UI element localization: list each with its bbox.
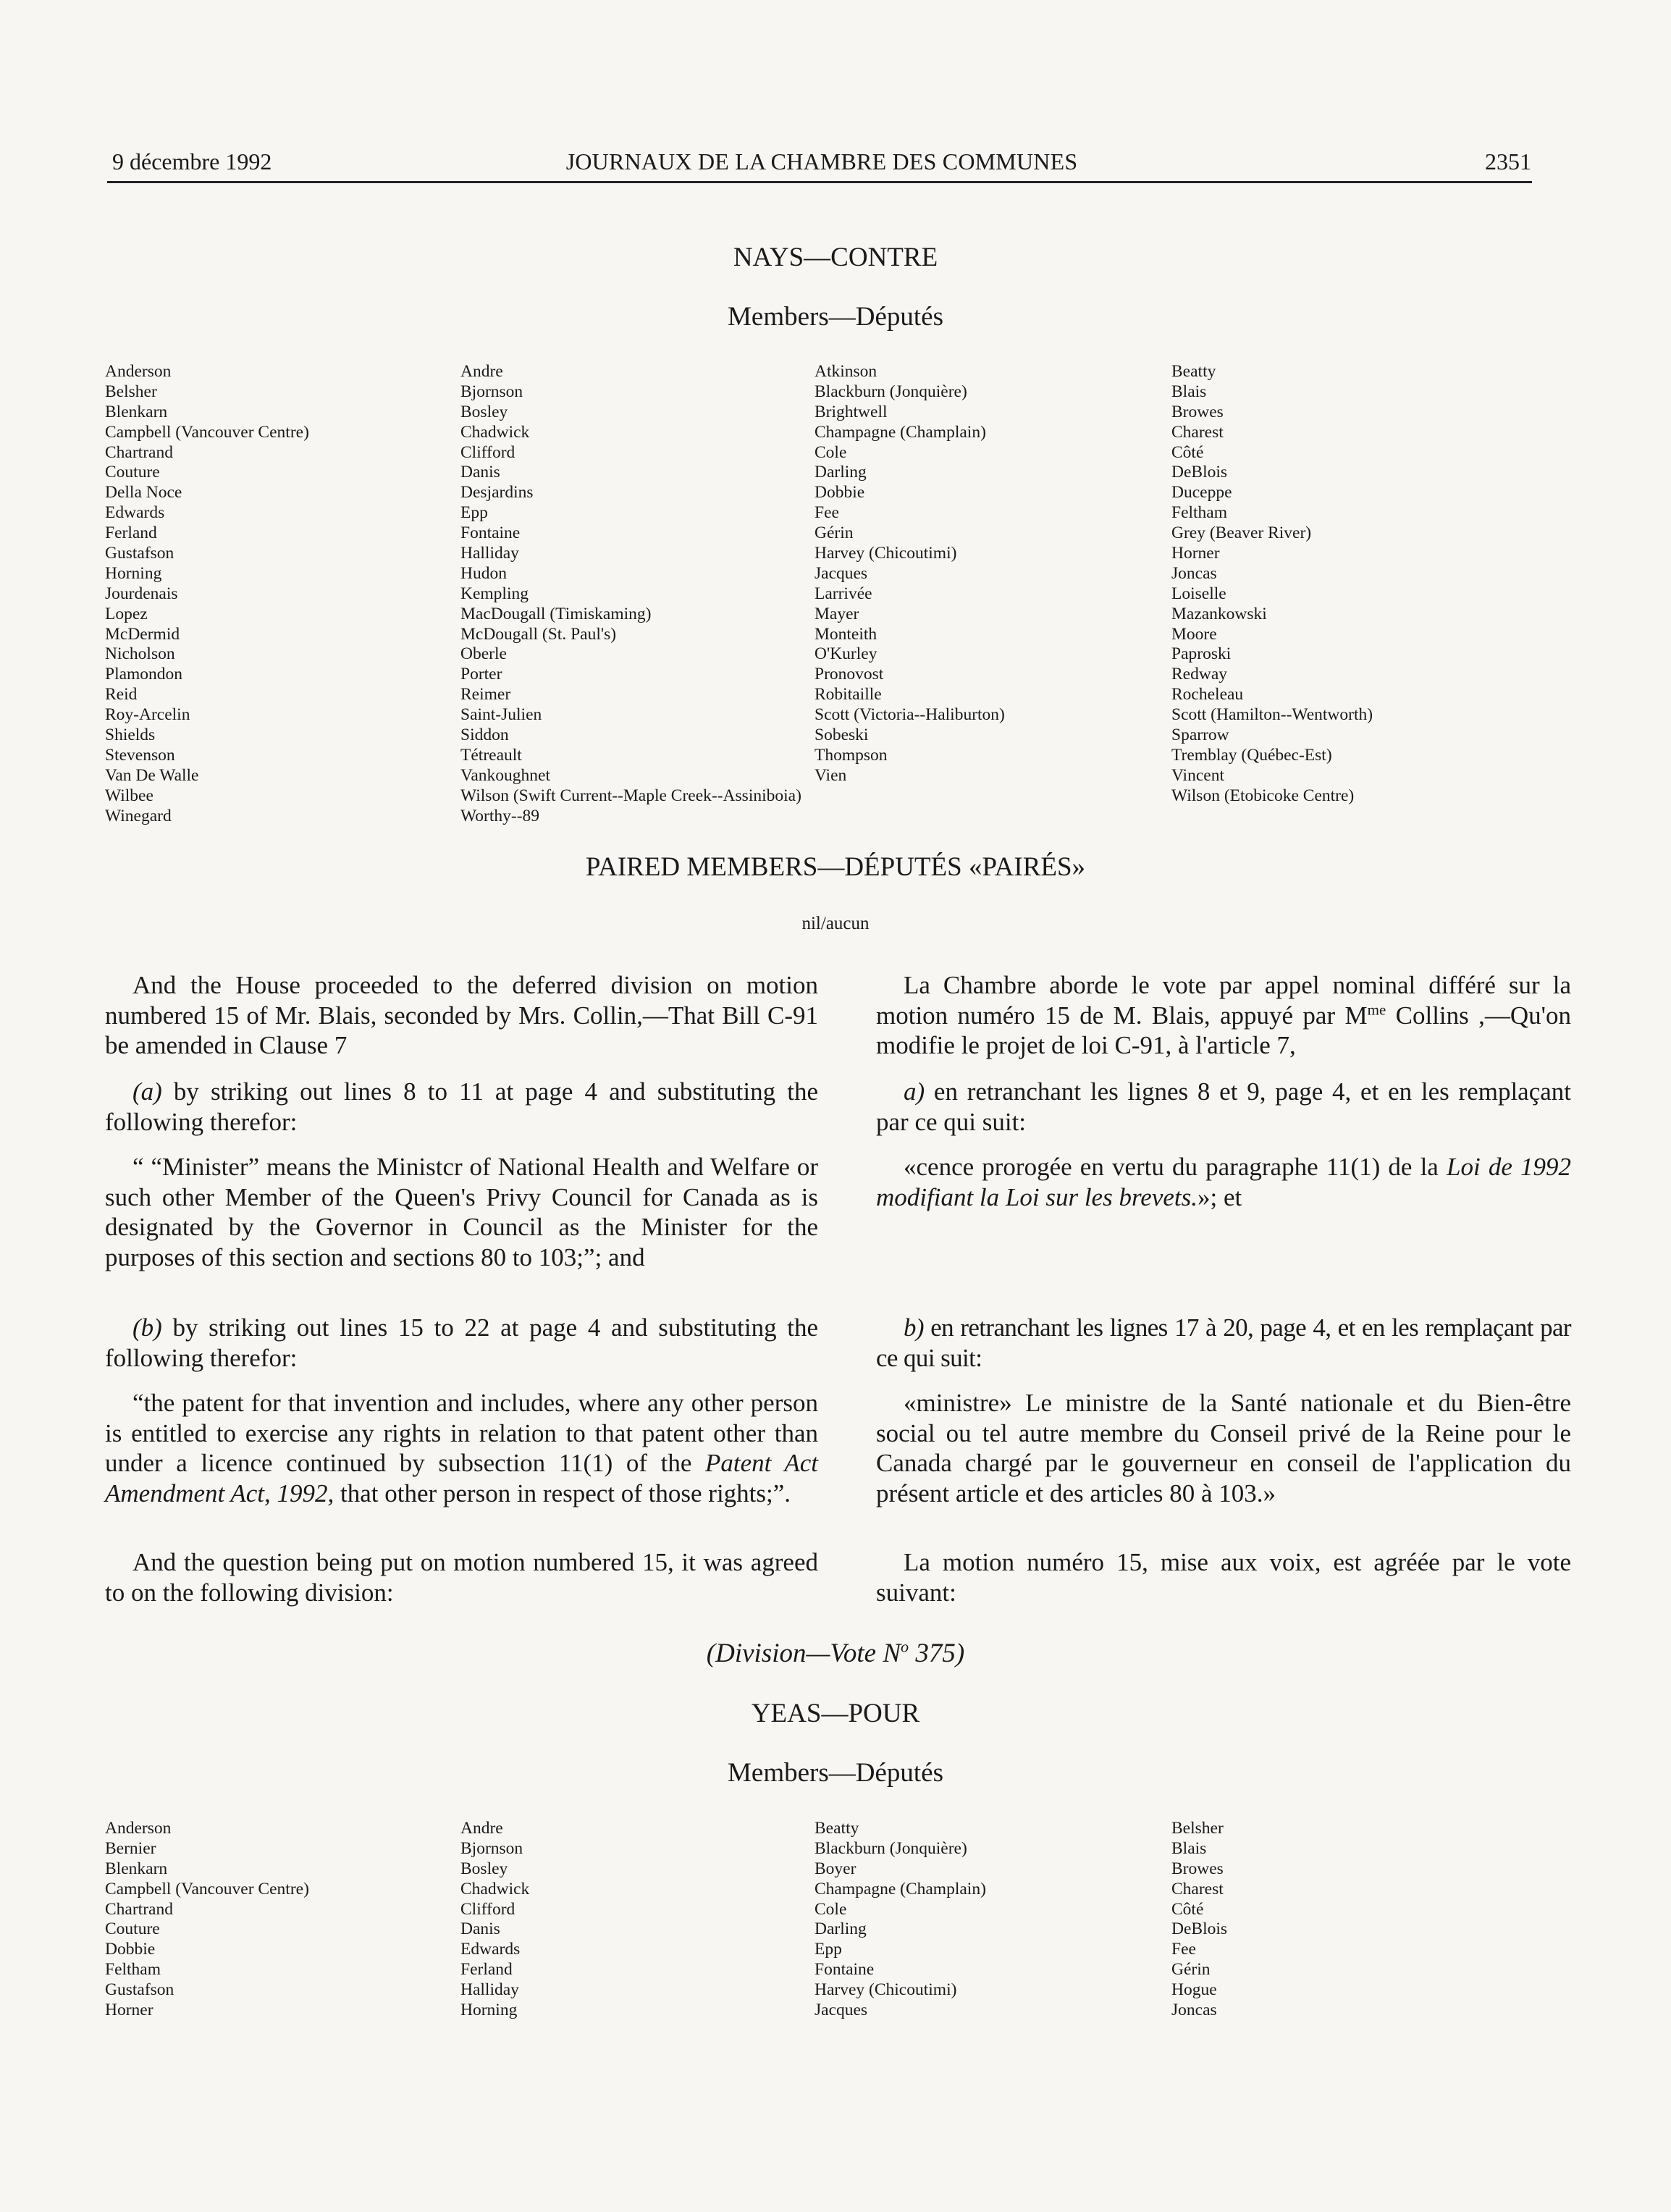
member-name: Blais — [1171, 1838, 1207, 1858]
english-item-b-text: by striking out lines 15 to 22 at page 4 and substituting the following therefor: — [105, 1313, 818, 1372]
member-name: Cole — [815, 442, 847, 462]
french-item-b-label: b) — [904, 1313, 924, 1342]
member-name: Boyer — [815, 1859, 856, 1878]
english-paragraph-3: “ “Minister” means the Ministcr of National Health and Welfare or such other Member of the Queen's Privy Council for Canada as is designated by the Governor in Council as the Minister for the purposes of this section and sections 80 to 103;”; and — [105, 1153, 818, 1271]
member-name: Tétreault — [460, 745, 522, 765]
member-name: Blenkarn — [105, 1859, 168, 1878]
member-name: Worthy--89 — [460, 806, 540, 825]
member-name: Atkinson — [815, 362, 877, 381]
member-name: Halliday — [460, 544, 519, 563]
english-quote-start: “the patent for that invention and includes, where any other person is entitled to exercise any rights in relation to that patent other than under a licence continued by subsection 11(1) of the — [105, 1389, 818, 1477]
member-name: Couture — [105, 1919, 160, 1939]
paired-heading: PAIRED MEMBERS—DÉPUTÉS «PAIRÉS» — [585, 852, 1086, 882]
header-rule — [107, 181, 1532, 183]
member-name: Sobeski — [815, 726, 869, 745]
division-text: (Division—Vote N — [706, 1639, 901, 1668]
member-name: Mayer — [815, 604, 859, 623]
french-act-title: Loi de 1992 modifiant la Loi sur les brevets. — [876, 1153, 1571, 1211]
page-header — [112, 148, 1531, 185]
member-name: Winegard — [105, 806, 172, 825]
member-name: Joncas — [1171, 2001, 1217, 2020]
french-paragraph-6: La motion numéro 15, mise aux voix, est agréée par le vote suivant: — [876, 1548, 1571, 1607]
french-paragraph-4 — [876, 1313, 1571, 1373]
member-name: Duceppe — [1171, 483, 1232, 502]
paired-value: nil/aucun — [801, 914, 870, 933]
member-name: Charest — [1171, 1879, 1224, 1898]
english-item-b-label: (b) — [132, 1313, 162, 1342]
member-name: Halliday — [460, 1980, 519, 2000]
french-title-sup: me — [1367, 1000, 1386, 1018]
member-name: Reid — [105, 685, 138, 705]
english-quote-end: that other person in respect of those rights;”. — [334, 1479, 791, 1507]
member-name: Horner — [1171, 544, 1220, 563]
nays-subheading: Members—Députés — [728, 302, 943, 332]
member-name: Van De Walle — [105, 765, 199, 785]
french-intro-text: La Chambre aborde le vote par appel nominal différé sur la motion numéro 15 de M. Blais, appuyé par M — [876, 971, 1571, 1030]
member-name: Lopez — [105, 604, 148, 623]
member-name: Saint-Julien — [460, 705, 542, 725]
english-item-a-text: by striking out lines 8 to 11 at page 4 and substituting the following therefor: — [105, 1077, 818, 1136]
member-name: Scott (Hamilton--Wentworth) — [1171, 705, 1373, 725]
french-intro-end: Collins ,—Qu'on modifie le projet de loi C-91, à l'article 7, — [876, 1001, 1571, 1059]
member-name: Beatty — [815, 1819, 859, 1838]
french-item-a-text: en retranchant les lignes 8 et 9, page 4, et en les remplaçant par ce qui suit: — [876, 1077, 1571, 1136]
member-name: Chartrand — [105, 442, 173, 462]
member-name: Tremblay (Québec-Est) — [1171, 745, 1332, 765]
member-name: Edwards — [105, 503, 165, 523]
member-name: Feltham — [105, 1960, 161, 1980]
member-name: Chadwick — [460, 422, 530, 442]
french-paragraph-3 — [876, 1152, 1571, 1212]
member-name: Plamondon — [105, 665, 183, 684]
member-name: Gustafson — [105, 1980, 174, 2000]
member-name: Bjornson — [460, 382, 523, 401]
member-name: Horning — [460, 2001, 518, 2020]
member-name: Clifford — [460, 442, 515, 462]
member-name: Siddon — [460, 726, 509, 745]
member-name: Pronovost — [815, 665, 884, 684]
division-number: 375) — [909, 1639, 965, 1668]
french-item-a-label: a) — [904, 1077, 925, 1106]
member-name: Bosley — [460, 1859, 508, 1878]
member-name: Beatty — [1171, 362, 1216, 381]
division-label — [0, 1638, 1671, 1669]
nays-column-1 — [105, 362, 309, 826]
nays-column-2 — [460, 362, 801, 826]
member-name: Bosley — [460, 402, 508, 421]
member-name: Harvey (Chicoutimi) — [815, 1980, 957, 2000]
member-name: Epp — [815, 1940, 842, 1959]
english-act-title: Patent Act Amendment Act, 1992, — [105, 1449, 818, 1507]
header-date: 9 décembre 1992 — [112, 148, 272, 174]
member-name: Edwards — [460, 1940, 521, 1959]
member-name: Chartrand — [105, 1899, 173, 1919]
member-name: Dobbie — [815, 483, 865, 502]
yeas-column-3 — [815, 1819, 986, 2021]
member-name: Wilson (Etobicoke Centre) — [1171, 786, 1355, 805]
member-name: Epp — [460, 503, 488, 523]
member-name: Couture — [105, 463, 160, 482]
member-name: Cole — [815, 1899, 847, 1919]
member-name: Wilson (Swift Current--Maple Creek--Assiniboia) — [460, 786, 801, 805]
division-sup: o — [901, 1637, 909, 1656]
member-name: Blais — [1171, 382, 1207, 401]
member-name: Brightwell — [815, 402, 888, 421]
page-number: 2351 — [1485, 148, 1531, 174]
member-name: Paproski — [1171, 644, 1232, 664]
yeas-heading: YEAS—POUR — [751, 1699, 920, 1728]
english-paragraph-4 — [105, 1313, 818, 1373]
member-name: DeBlois — [1171, 463, 1228, 482]
member-name: Larrivée — [815, 584, 872, 603]
member-name: Thompson — [815, 745, 888, 765]
member-name: MacDougall (Timiskaming) — [460, 604, 652, 623]
member-name: Fontaine — [815, 1960, 875, 1980]
member-name: Mazankowski — [1171, 604, 1267, 623]
member-name: Fee — [1171, 1940, 1196, 1959]
member-name: Grey (Beaver River) — [1171, 523, 1312, 543]
member-name: Bernier — [105, 1838, 156, 1858]
member-name: Hudon — [460, 563, 507, 583]
yeas-column-2 — [460, 1819, 529, 2021]
member-name: Shields — [105, 726, 156, 745]
member-name: McDermid — [105, 624, 180, 644]
french-quote-start: «cence prorogée en vertu du paragraphe 11(1) de la — [904, 1153, 1447, 1181]
yeas-subheading: Members—Députés — [728, 1758, 943, 1788]
member-name: Darling — [815, 463, 867, 482]
nays-heading: NAYS—CONTRE — [733, 243, 938, 272]
member-name: Scott (Victoria--Haliburton) — [815, 705, 1005, 725]
english-paragraph-2 — [105, 1077, 818, 1137]
member-name: Clifford — [460, 1899, 515, 1919]
french-quote-end: »; et — [1197, 1182, 1242, 1211]
member-name: Champagne (Champlain) — [815, 422, 986, 442]
member-name: Horning — [105, 563, 162, 583]
member-name: Bjornson — [460, 1838, 523, 1858]
member-name: Campbell (Vancouver Centre) — [105, 422, 309, 442]
member-name: Ferland — [105, 523, 157, 543]
member-name: Harvey (Chicoutimi) — [815, 544, 957, 563]
member-name: Jacques — [815, 563, 868, 583]
member-name: Stevenson — [105, 745, 175, 765]
member-name: Darling — [815, 1919, 867, 1939]
member-name: Feltham — [1171, 503, 1228, 523]
member-name: McDougall (St. Paul's) — [460, 624, 617, 644]
member-name: Joncas — [1171, 563, 1217, 583]
member-name: Gustafson — [105, 544, 174, 563]
member-name: Vien — [815, 765, 847, 785]
member-name: Chadwick — [460, 1879, 530, 1898]
member-name: Andre — [460, 362, 503, 381]
member-name: Vincent — [1171, 765, 1224, 785]
english-paragraph-5 — [105, 1388, 818, 1508]
member-name: Moore — [1171, 624, 1217, 644]
member-name: Jacques — [815, 2001, 868, 2020]
member-name: Anderson — [105, 362, 172, 381]
member-name: DeBlois — [1171, 1919, 1228, 1939]
member-name: Fee — [815, 503, 839, 523]
member-name: Porter — [460, 665, 502, 684]
member-name: Danis — [460, 1919, 500, 1939]
member-name: Loiselle — [1171, 584, 1226, 603]
member-name: O'Kurley — [815, 644, 877, 664]
yeas-column-1 — [105, 1819, 309, 2021]
yeas-column-4 — [1171, 1819, 1227, 2021]
member-name: Wilbee — [105, 786, 153, 805]
member-name: Dobbie — [105, 1940, 156, 1959]
member-name: Monteith — [815, 624, 877, 644]
member-name: Blackburn (Jonquière) — [815, 1838, 967, 1858]
member-name: Ferland — [460, 1960, 513, 1980]
french-paragraph-2 — [876, 1077, 1571, 1137]
member-name: Jourdenais — [105, 584, 178, 603]
nays-column-4 — [1171, 362, 1373, 807]
member-name: Robitaille — [815, 685, 882, 705]
member-name: Gérin — [815, 523, 854, 543]
member-name: Redway — [1171, 665, 1228, 684]
nays-column-3 — [815, 362, 1005, 786]
member-name: Rocheleau — [1171, 685, 1244, 705]
member-name: Sparrow — [1171, 726, 1229, 745]
member-name: Browes — [1171, 402, 1224, 421]
header-title: JOURNAUX DE LA CHAMBRE DES COMMUNES — [565, 148, 1078, 174]
member-name: Blenkarn — [105, 402, 168, 421]
member-name: Fontaine — [460, 523, 521, 543]
english-paragraph-6: And the question being put on motion numbered 15, it was agreed to on the following division: — [105, 1548, 818, 1607]
member-name: Champagne (Champlain) — [815, 1879, 986, 1898]
member-name: Danis — [460, 463, 500, 482]
member-name: Browes — [1171, 1859, 1224, 1878]
member-name: Blackburn (Jonquière) — [815, 382, 967, 401]
french-paragraph-5: «ministre» Le ministre de la Santé nationale et du Bien-être social ou tel autre membre du Conseil privé de la Reine pour le Canada chargé par le gouverneur en conseil de l'application du présent article et des articles 80 à 103.» — [876, 1389, 1571, 1507]
member-name: Reimer — [460, 685, 511, 705]
french-item-b-text: en retranchant les lignes 17 à 20, page 4, et en les remplaçant par ce qui suit: — [876, 1313, 1571, 1372]
member-name: Kempling — [460, 584, 529, 603]
member-name: Campbell (Vancouver Centre) — [105, 1879, 309, 1898]
english-item-a-label: (a) — [132, 1077, 162, 1106]
english-paragraph-1: And the House proceeded to the deferred division on motion numbered 15 of Mr. Blais, seconded by Mrs. Collin,—That Bill C-91 be amended in Clause 7 — [105, 971, 818, 1059]
member-name: Nicholson — [105, 644, 175, 664]
member-name: Gérin — [1171, 1960, 1211, 1980]
member-name: Della Noce — [105, 483, 182, 502]
member-name: Belsher — [105, 382, 157, 401]
member-name: Oberle — [460, 644, 507, 664]
member-name: Desjardins — [460, 483, 534, 502]
member-name: Vankoughnet — [460, 765, 551, 785]
member-name: Côté — [1171, 442, 1204, 462]
member-name: Horner — [105, 2001, 153, 2020]
french-paragraph-1 — [876, 970, 1571, 1061]
member-name: Charest — [1171, 422, 1224, 442]
member-name: Côté — [1171, 1899, 1204, 1919]
member-name: Hogue — [1171, 1980, 1217, 2000]
member-name: Andre — [460, 1819, 503, 1838]
member-name: Roy-Arcelin — [105, 705, 190, 725]
member-name: Anderson — [105, 1819, 172, 1838]
member-name: Belsher — [1171, 1819, 1224, 1838]
